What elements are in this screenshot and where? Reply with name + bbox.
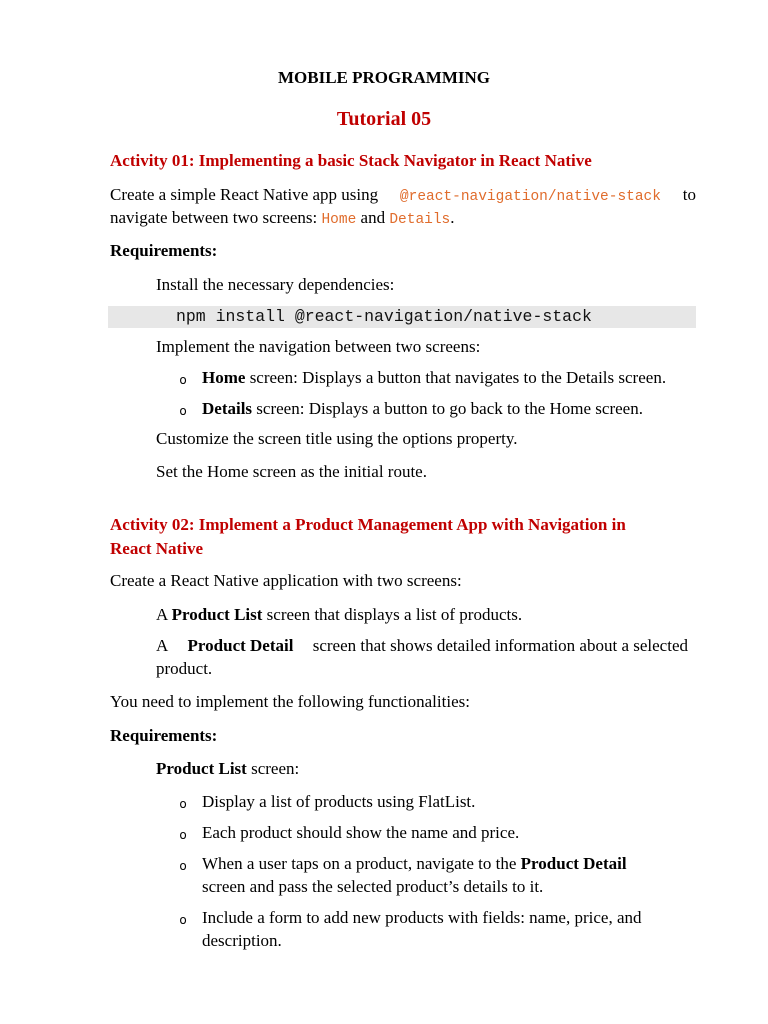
functionalities-intro: You need to implement the following functionalities: xyxy=(110,692,470,711)
intro-code-details: Details xyxy=(389,212,451,228)
bullet-home-screen xyxy=(202,368,666,388)
bullet-name-price: Each product should show the name and price. xyxy=(202,823,520,842)
intro-text: Create a simple React Native app using xyxy=(110,185,379,204)
bullet-add-form-line-2: description. xyxy=(202,931,282,950)
details-text-screen: screen: xyxy=(256,399,305,418)
screen-product-list xyxy=(156,605,522,625)
screen2-bold: Product Detail xyxy=(187,636,294,655)
intro-period: . xyxy=(450,208,455,227)
bullet-navigate-detail-line-1 xyxy=(202,854,627,874)
req-customize: Customize the screen title using the options property. xyxy=(156,429,518,448)
course-title: MOBILE PROGRAMMING xyxy=(277,68,491,87)
product-list-screen-heading xyxy=(156,759,299,779)
intro-text-to: to xyxy=(682,185,696,204)
intro-text-navigate: navigate between two screens: xyxy=(110,208,318,227)
req-implement: Implement the navigation between two screens: xyxy=(156,337,481,356)
activity-01-requirements-label: Requirements: xyxy=(110,241,218,260)
details-bold: Details xyxy=(202,399,253,418)
b3-text: When a user taps on a product, navigate to the xyxy=(202,854,517,873)
activity-02-title-line-2: React Native xyxy=(110,539,203,558)
activity-01-intro-line-1 xyxy=(110,185,696,205)
activity-02-requirements-label: Requirements: xyxy=(110,726,218,745)
intro-text-and: and xyxy=(360,208,386,227)
screen-product-detail-line-2: product. xyxy=(156,659,213,678)
intro-code-home: Home xyxy=(321,212,357,228)
bullet-flatlist: Display a list of products using FlatList. xyxy=(202,792,476,811)
screen1-bold: Product List xyxy=(171,605,263,624)
home-bold: Home xyxy=(202,368,246,387)
bullet-marker: o xyxy=(179,859,187,873)
bullet-marker: o xyxy=(179,797,187,811)
details-text: Displays a button to go back to the Home screen. xyxy=(308,399,643,418)
activity-01-intro-line-2 xyxy=(110,208,455,228)
screen1-pre: A xyxy=(156,605,168,624)
home-text: screen: Displays a button that navigates to the Details screen. xyxy=(249,368,667,387)
bullet-navigate-detail-line-2: screen and pass the selected product’s details to it. xyxy=(202,877,544,896)
screen2-text: screen that shows detailed information about a selected xyxy=(312,636,688,655)
pl-text: screen: xyxy=(251,759,300,778)
activity-02-intro: Create a React Native application with two screens: xyxy=(110,571,462,590)
bullet-add-form-line-1: Include a form to add new products with fields: name, price, and xyxy=(202,908,642,927)
bullet-marker: o xyxy=(179,404,187,418)
bullet-marker: o xyxy=(179,828,187,842)
pl-bold: Product List xyxy=(156,759,247,778)
tutorial-title: Tutorial 05 xyxy=(336,108,432,130)
bullet-marker: o xyxy=(179,373,187,387)
bullet-marker: o xyxy=(179,913,187,927)
req-initial-route: Set the Home screen as the initial route. xyxy=(156,462,427,481)
install-command: npm install @react-navigation/native-stack xyxy=(176,307,592,326)
bullet-details-screen xyxy=(202,399,643,419)
screen-product-detail-line-1 xyxy=(156,636,688,656)
intro-code-package: @react-navigation/native-stack xyxy=(399,189,661,205)
b3-bold: Product Detail xyxy=(520,854,627,873)
screen2-pre: A xyxy=(156,636,169,655)
req-install: Install the necessary dependencies: xyxy=(156,275,395,294)
activity-02-title-line-1: Activity 02: Implement a Product Management App with Navigation in xyxy=(110,515,626,534)
activity-01-title: Activity 01: Implementing a basic Stack Navigator in React Native xyxy=(110,151,592,170)
screen1-text: screen that displays a list of products. xyxy=(266,605,523,624)
